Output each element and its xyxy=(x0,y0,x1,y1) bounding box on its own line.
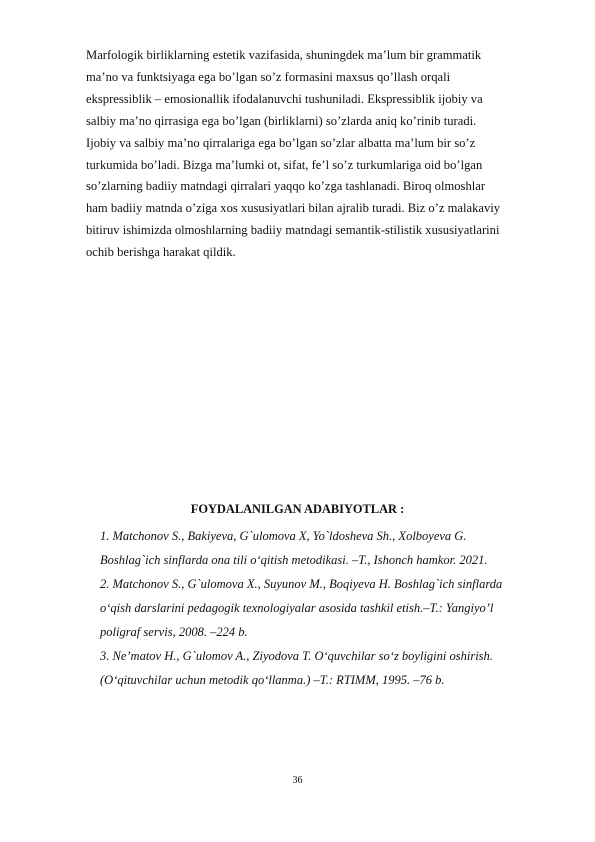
body-line: bitiruv ishimizda olmoshlarning badiiy matndagi semantik-stilistik xususiyatlarini xyxy=(86,223,500,238)
body-line: so’zlarning badiiy matndagi qirralari yaqqo ko’zga tashlanadi. Biroq olmoshlar xyxy=(86,179,486,194)
reference-line: 1. Matchonov S., Bakiyeva, G`ulomova X, Yo`ldosheva Sh., Xolboyeva G. xyxy=(100,529,467,543)
body-line: salbiy ma’no qirrasiga ega bo’lgan (birliklarni) so’zlarda aniq ko’rinib turadi. xyxy=(86,113,477,128)
body-paragraph xyxy=(86,45,556,264)
reference-line: (O‘qituvchilar uchun metodik qo‘llanma.) –T.: RTIMM, 1995. –76 b. xyxy=(100,673,445,687)
body-line: Ijobiy va salbiy ma’no qirralariga ega bo’lgan so’zlar albatta ma’lum bir so’z xyxy=(86,135,476,150)
reference-line: poligraf servis, 2008. –224 b. xyxy=(100,625,248,639)
body-line: ochib berishga harakat qildik. xyxy=(86,245,236,260)
references-heading: FOYDALANILGAN ADABIYOTLAR : xyxy=(190,502,405,516)
body-line: ham badiiy matnda o’ziga xos xususiyatlari bilan ajralib turadi. Biz o’z malakaviy xyxy=(86,201,501,216)
page-number: 36 xyxy=(292,775,303,786)
body-line: Marfologik birliklarning estetik vazifasida, shuningdek ma’lum bir grammatik xyxy=(86,48,482,62)
reference-line: 2. Matchonov S., G`ulomova X., Suyunov M., Boqiyeva H. Boshlag`ich sinflarda xyxy=(100,577,503,591)
reference-line: o‘qish darslarini pedagogik texnologiyalar asosida tashkil etish.–T.: Yangiyo’l xyxy=(100,601,494,615)
body-line: ekspressiblik – emosionallik ifodalanuvchi tushuniladi. Ekspressiblik ijobiy va xyxy=(86,91,483,106)
reference-line: 3. Ne’matov H., G`ulomov A., Ziyodova T. O‘quvchilar so‘z boyligini oshirish. xyxy=(100,649,493,663)
references-list xyxy=(100,525,560,693)
body-line: ma’no va funktsiyaga ega bo’lgan so’z formasini maxsus qo’llash orqali xyxy=(86,69,451,84)
body-line: turkumida bo’ladi. Bizga ma’lumki ot, sifat, fe’l so’z turkumlariga oid bo’lgan xyxy=(86,157,483,172)
reference-line: Boshlag`ich sinflarda ona tili o‘qitish metodikasi. –T., Ishonch hamkor. 2021. xyxy=(100,553,488,567)
